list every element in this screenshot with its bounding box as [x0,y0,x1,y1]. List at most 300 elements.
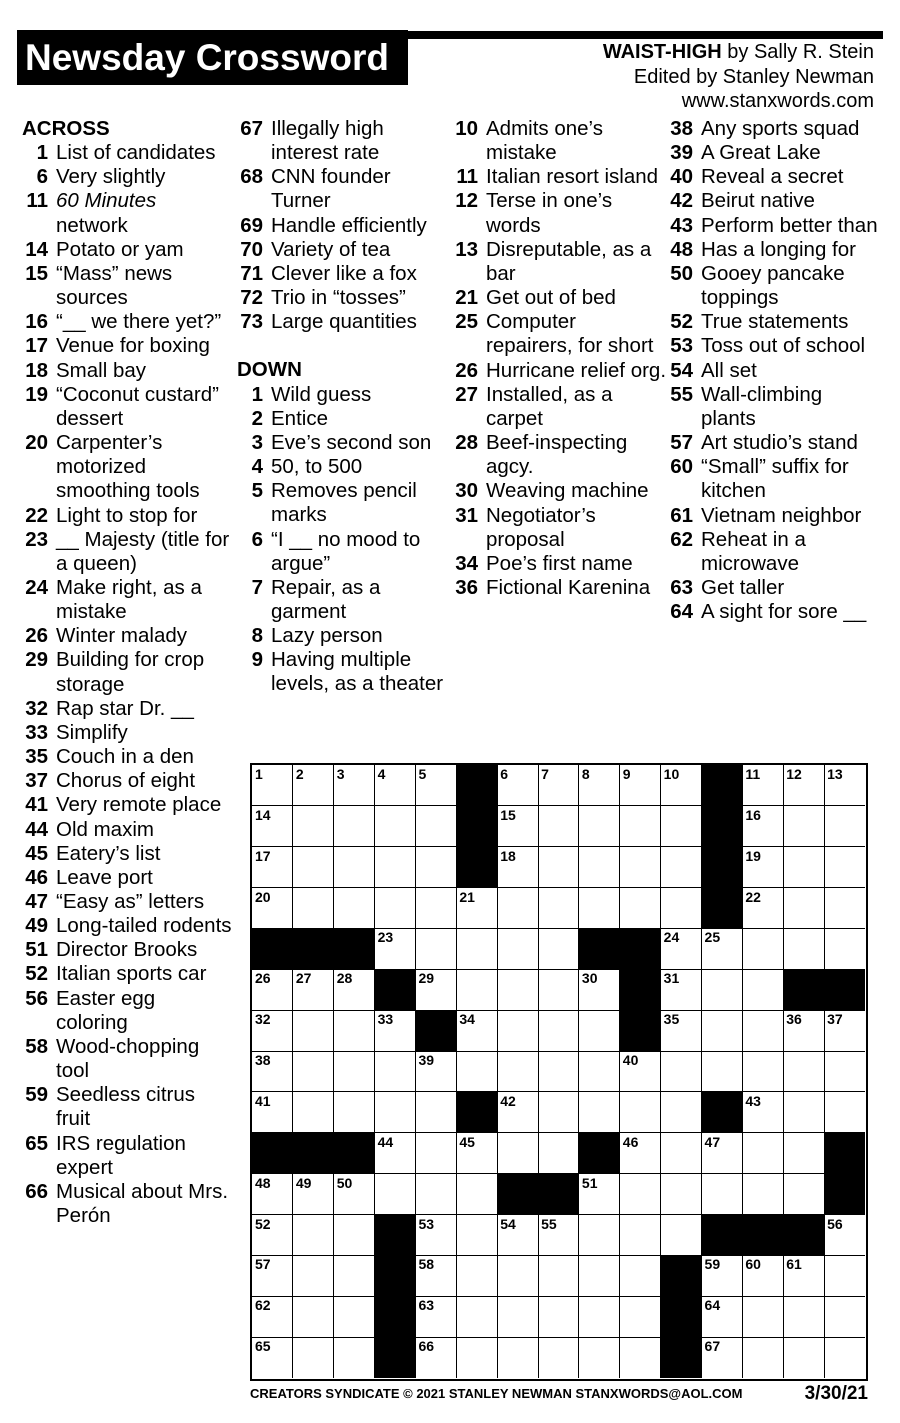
grid-cell[interactable] [415,1255,456,1296]
grid-cell[interactable] [415,1215,456,1256]
grid-cell[interactable] [252,847,293,888]
section-heading: ACROSS [22,117,110,140]
clue-number: 67 [240,117,263,140]
cell-number: 10 [663,766,680,782]
grid-cell[interactable] [579,969,620,1010]
grid-black-square [293,928,334,969]
grid-cell[interactable] [620,1133,661,1174]
grid-cell[interactable] [456,888,497,929]
grid-cell[interactable] [293,1296,334,1337]
cell-number: 43 [745,1092,761,1109]
cell-number: 6 [500,766,508,782]
grid-cell[interactable] [824,1255,865,1296]
clue-text: Negotiator’s proposal [486,503,596,551]
grid-cell[interactable] [620,888,661,929]
grid-cell[interactable] [334,888,375,929]
grid-cell[interactable] [456,969,497,1010]
grid-cell[interactable] [334,1051,375,1092]
grid-cell[interactable] [742,1092,783,1133]
cell-number: 58 [418,1256,435,1273]
clue-number: 33 [25,720,48,744]
grid-cell[interactable] [783,1092,824,1133]
grid-cell[interactable] [742,765,783,806]
cell-number: 47 [704,1133,721,1150]
clue-text: “Small” suffix for kitchen [701,455,849,503]
grid-black-square [252,928,293,969]
across-clue [22,359,232,383]
grid-cell[interactable] [702,1337,743,1378]
grid-cell[interactable] [824,1010,865,1051]
down-clue [667,576,882,600]
across-clue [22,842,232,866]
cell-number: 3 [336,766,345,782]
clue-text: 50, to 500 [271,455,363,479]
grid-cell[interactable] [497,1215,538,1256]
grid-cell[interactable] [620,1215,661,1256]
grid-cell[interactable] [824,765,865,806]
grid-cell[interactable] [538,888,579,929]
grid-cell[interactable] [375,1051,416,1092]
grid-cell[interactable] [456,928,497,969]
clue-number: 71 [240,261,263,285]
grid-cell[interactable] [415,1174,456,1215]
grid-cell[interactable] [375,928,416,969]
grid-cell[interactable] [661,969,702,1010]
grid-cell[interactable] [824,847,865,888]
down-clue [667,600,882,624]
cell-number: 14 [255,806,271,823]
grid-cell[interactable] [415,847,456,888]
grid-cell[interactable] [456,1215,497,1256]
grid-cell[interactable] [702,1296,743,1337]
clue-text: “Coconut custard” dessert [56,382,219,430]
across-clue [22,262,232,310]
grid-cell[interactable] [783,1296,824,1337]
grid-cell[interactable] [824,928,865,969]
grid-cell[interactable] [661,1133,702,1174]
grid-cell[interactable] [293,806,334,847]
grid-cell[interactable] [497,888,538,929]
grid-cell[interactable] [783,928,824,969]
grid-cell[interactable] [375,806,416,847]
grid-cell[interactable] [620,1174,661,1215]
grid-cell[interactable] [742,806,783,847]
grid-cell[interactable] [661,765,702,806]
cell-number: 45 [459,1133,475,1150]
grid-cell[interactable] [334,1255,375,1296]
grid-cell[interactable] [415,1337,456,1378]
grid-cell[interactable] [742,969,783,1010]
grid-cell[interactable] [252,1337,293,1378]
cell-number: 63 [418,1297,435,1314]
grid-cell[interactable] [783,1337,824,1378]
grid-cell[interactable] [538,1133,579,1174]
cell-number: 37 [827,1011,843,1028]
across-clue [22,818,232,842]
across-clue [22,745,232,769]
cell-number: 12 [786,766,802,782]
grid-cell[interactable] [661,1010,702,1051]
grid-cell[interactable] [497,1337,538,1378]
grid-cell[interactable] [620,1337,661,1378]
grid-black-square [456,765,497,806]
clue-text: Variety of tea [271,237,391,261]
clue-text: Gooey pancake toppings [701,261,845,310]
grid-cell[interactable] [334,1337,375,1378]
across-clue [22,793,232,817]
grid-cell[interactable] [375,1133,416,1174]
clue-number: 46 [25,865,48,889]
grid-cell[interactable] [334,806,375,847]
down-clue [667,214,882,238]
grid-black-square [661,1296,702,1337]
grid-cell[interactable] [742,928,783,969]
down-clue [237,455,452,479]
grid-cell[interactable] [415,1133,456,1174]
grid-cell[interactable] [252,969,293,1010]
clue-text: Any sports squad [701,117,860,140]
grid-cell[interactable] [579,1337,620,1378]
cell-number: 61 [786,1256,802,1273]
grid-cell[interactable] [293,1337,334,1378]
across-clue [22,238,232,262]
grid-cell[interactable] [334,847,375,888]
grid-cell[interactable] [579,1092,620,1133]
grid-cell[interactable] [742,888,783,929]
grid-cell[interactable] [579,1010,620,1051]
grid-cell[interactable] [252,888,293,929]
grid-cell[interactable] [497,1133,538,1174]
clue-number: 20 [25,431,48,455]
grid-cell[interactable] [620,765,661,806]
grid-cell[interactable] [579,1174,620,1215]
across-clue [22,697,232,721]
clue-text: “I __ no mood to argue” [271,527,421,575]
grid-cell[interactable] [252,1215,293,1256]
grid-cell[interactable] [538,806,579,847]
grid-black-square [334,928,375,969]
puzzle-date: 3/30/21 [804,1383,868,1404]
cell-number: 1 [255,766,263,782]
grid-cell[interactable] [334,765,375,806]
grid-cell[interactable] [293,1174,334,1215]
down-clue [667,359,882,383]
clue-text: __ Majesty (title for a queen) [56,527,230,575]
grid-cell[interactable] [824,1296,865,1337]
grid-cell[interactable] [824,1051,865,1092]
clue-text: Disreputable, as a bar [486,237,652,285]
clue-text: Get out of bed [486,286,616,310]
clue-text: Easter egg coloring [56,986,156,1034]
grid-cell[interactable] [824,806,865,847]
footer [250,1383,868,1404]
grid-cell[interactable] [702,1174,743,1215]
grid-cell[interactable] [702,1255,743,1296]
grid-cell[interactable] [661,1092,702,1133]
grid-cell[interactable] [252,1092,293,1133]
grid-cell[interactable] [293,1215,334,1256]
down-clue [667,262,882,310]
grid-cell[interactable] [497,847,538,888]
grid-cell[interactable] [415,806,456,847]
grid-cell[interactable] [415,1092,456,1133]
grid-cell[interactable] [742,1010,783,1051]
clue-text: Italian resort island [486,165,659,189]
grid-cell[interactable] [497,1010,538,1051]
grid-cell[interactable] [579,1215,620,1256]
clue-number: 11 [456,165,478,189]
cell-number: 19 [745,847,761,864]
grid-cell[interactable] [538,1010,579,1051]
grid-cell[interactable] [497,1051,538,1092]
grid-cell[interactable] [538,765,579,806]
grid-cell[interactable] [661,928,702,969]
grid-cell[interactable] [783,1133,824,1174]
clue-text: Winter malady [56,624,188,648]
grid-cell[interactable] [375,888,416,929]
clue-text: Removes pencil marks [271,479,417,527]
grid-cell[interactable] [742,1133,783,1174]
grid-cell[interactable] [456,1296,497,1337]
grid-cell[interactable] [783,847,824,888]
grid-cell[interactable] [334,1010,375,1051]
down-clue [452,504,667,552]
grid-cell[interactable] [579,847,620,888]
clue-number: 12 [455,189,478,213]
grid-cell[interactable] [415,1051,456,1092]
grid-cell[interactable] [538,1296,579,1337]
clue-number: 42 [670,189,693,213]
clue-text: Beef-inspecting agcy. [486,431,628,479]
grid-cell[interactable] [252,765,293,806]
clue-text: Lazy person [271,624,383,648]
clue-number: 56 [25,986,48,1010]
grid-cell[interactable] [252,1174,293,1215]
grid-cell[interactable] [824,1337,865,1378]
grid-cell[interactable] [661,888,702,929]
grid-black-square [620,928,661,969]
clue-text: Hurricane relief org. [486,358,667,382]
cell-number: 2 [295,766,304,782]
grid-cell[interactable] [702,969,743,1010]
across-clue [237,165,452,213]
grid-cell[interactable] [293,847,334,888]
author: by Sally R. Stein [727,41,874,63]
grid-cell[interactable] [742,847,783,888]
grid-cell[interactable] [661,806,702,847]
grid-cell[interactable] [538,969,579,1010]
grid-cell[interactable] [538,1337,579,1378]
grid-cell[interactable] [742,1174,783,1215]
grid-cell[interactable] [661,1174,702,1215]
across-clue [237,117,452,165]
grid-cell[interactable] [620,1255,661,1296]
clue-text: Light to stop for [56,503,198,527]
grid-cell[interactable] [456,1133,497,1174]
grid-cell[interactable] [579,1255,620,1296]
grid-cell[interactable] [375,1092,416,1133]
grid-cell[interactable] [375,765,416,806]
grid-cell[interactable] [783,806,824,847]
down-clue [237,407,452,431]
grid-cell[interactable] [415,969,456,1010]
clue-text: Eatery’s list [56,841,161,865]
cell-number: 52 [255,1215,271,1232]
across-clue [22,914,232,938]
clue-text: Handle efficiently [271,213,427,237]
grid-cell[interactable] [620,847,661,888]
grid-cell[interactable] [497,806,538,847]
down-clue [452,552,667,576]
grid-cell[interactable] [456,1337,497,1378]
clue-number: 16 [25,310,48,334]
grid-cell[interactable] [661,847,702,888]
grid-cell[interactable] [334,969,375,1010]
grid-cell[interactable] [783,1174,824,1215]
grid-cell[interactable] [252,1255,293,1296]
across-clue [22,334,232,358]
cell-number: 17 [255,847,271,864]
grid-cell[interactable] [742,1051,783,1092]
down-clue [667,238,882,262]
grid-black-square [742,1215,783,1256]
grid-cell[interactable] [252,1296,293,1337]
grid-cell[interactable] [620,1051,661,1092]
grid-cell[interactable] [456,1174,497,1215]
grid-cell[interactable] [579,1296,620,1337]
page-title: Newsday Crossword [17,30,408,85]
grid-cell[interactable] [702,1051,743,1092]
grid-cell[interactable] [293,969,334,1010]
grid-cell[interactable] [742,1296,783,1337]
clue-number: 32 [25,696,48,720]
across-clue [22,431,232,503]
grid-cell[interactable] [783,765,824,806]
grid-cell[interactable] [579,806,620,847]
clue-number: 36 [455,575,478,599]
down-clue [452,165,667,189]
grid-cell[interactable] [415,1296,456,1337]
clue-text: Art studio’s stand [701,431,858,455]
grid-cell[interactable] [293,1010,334,1051]
grid-cell[interactable] [661,1051,702,1092]
grid-black-square [702,888,743,929]
grid-cell[interactable] [824,1215,865,1256]
down-clue [667,165,882,189]
grid-cell[interactable] [497,928,538,969]
across-clue [22,938,232,962]
clue-text: True statements [701,310,849,334]
grid-cell[interactable] [824,1092,865,1133]
clue-number: 6 [251,527,263,551]
clue-text: Potato or yam [56,237,184,261]
clue-number: 64 [670,600,693,624]
grid-cell[interactable] [579,1051,620,1092]
grid-cell[interactable] [497,1296,538,1337]
grid-cell[interactable] [334,1174,375,1215]
grid-cell[interactable] [579,765,620,806]
grid-cell[interactable] [375,847,416,888]
grid-cell[interactable] [620,1092,661,1133]
grid-cell[interactable] [293,888,334,929]
clue-text: Fictional Karenina [486,575,651,599]
clue-number: 57 [670,431,693,455]
cell-number: 39 [418,1052,435,1069]
grid-cell[interactable] [702,928,743,969]
grid-cell[interactable] [252,806,293,847]
clue-text: Computer repairers, for short [486,310,654,358]
grid-cell[interactable] [456,1051,497,1092]
grid-cell[interactable] [538,1092,579,1133]
grid-cell[interactable] [620,1296,661,1337]
grid-cell[interactable] [620,806,661,847]
grid-cell[interactable] [293,1051,334,1092]
grid-cell[interactable] [783,1051,824,1092]
grid-cell[interactable] [824,888,865,929]
grid-cell[interactable] [497,765,538,806]
cell-number: 20 [255,888,271,905]
across-clue [22,890,232,914]
down-clue [667,117,882,141]
grid-cell[interactable] [579,888,620,929]
grid-cell[interactable] [497,969,538,1010]
grid-black-square [293,1133,334,1174]
clue-text: Trio in “tosses” [271,286,406,310]
grid-cell[interactable] [375,1010,416,1051]
grid-cell[interactable] [538,1255,579,1296]
clue-number: 2 [251,406,263,430]
grid-cell[interactable] [742,1337,783,1378]
clue-number: 1 [36,141,48,165]
grid-black-square [375,1215,416,1256]
grid-cell[interactable] [497,1092,538,1133]
across-clue [22,987,232,1035]
grid-cell[interactable] [334,1092,375,1133]
grid-cell[interactable] [252,1051,293,1092]
grid-cell[interactable] [661,1215,702,1256]
grid-cell[interactable] [783,1255,824,1296]
grid-cell[interactable] [538,1215,579,1256]
grid-cell[interactable] [702,1133,743,1174]
across-clue [237,214,452,238]
grid-cell[interactable] [375,1174,416,1215]
grid-cell[interactable] [252,1010,293,1051]
grid-cell[interactable] [456,1255,497,1296]
grid-cell[interactable] [334,1215,375,1256]
grid-cell[interactable] [783,888,824,929]
grid-cell[interactable] [293,1092,334,1133]
grid-cell[interactable] [415,888,456,929]
grid-cell[interactable] [538,1051,579,1092]
grid-cell[interactable] [497,1255,538,1296]
grid-cell[interactable] [538,928,579,969]
clue-number: 51 [25,938,48,962]
down-clue [667,334,882,358]
grid-cell[interactable] [702,1010,743,1051]
grid-cell[interactable] [334,1296,375,1337]
grid-cell[interactable] [415,928,456,969]
grid-cell[interactable] [415,765,456,806]
clue-text: CNN founder Turner [271,165,391,213]
grid-cell[interactable] [783,1010,824,1051]
cell-number: 23 [377,929,394,946]
grid-cell[interactable] [456,1010,497,1051]
cell-number: 40 [622,1052,639,1069]
grid-cell[interactable] [538,847,579,888]
grid-cell[interactable] [293,765,334,806]
grid-cell[interactable] [293,1255,334,1296]
grid-cell[interactable] [742,1255,783,1296]
